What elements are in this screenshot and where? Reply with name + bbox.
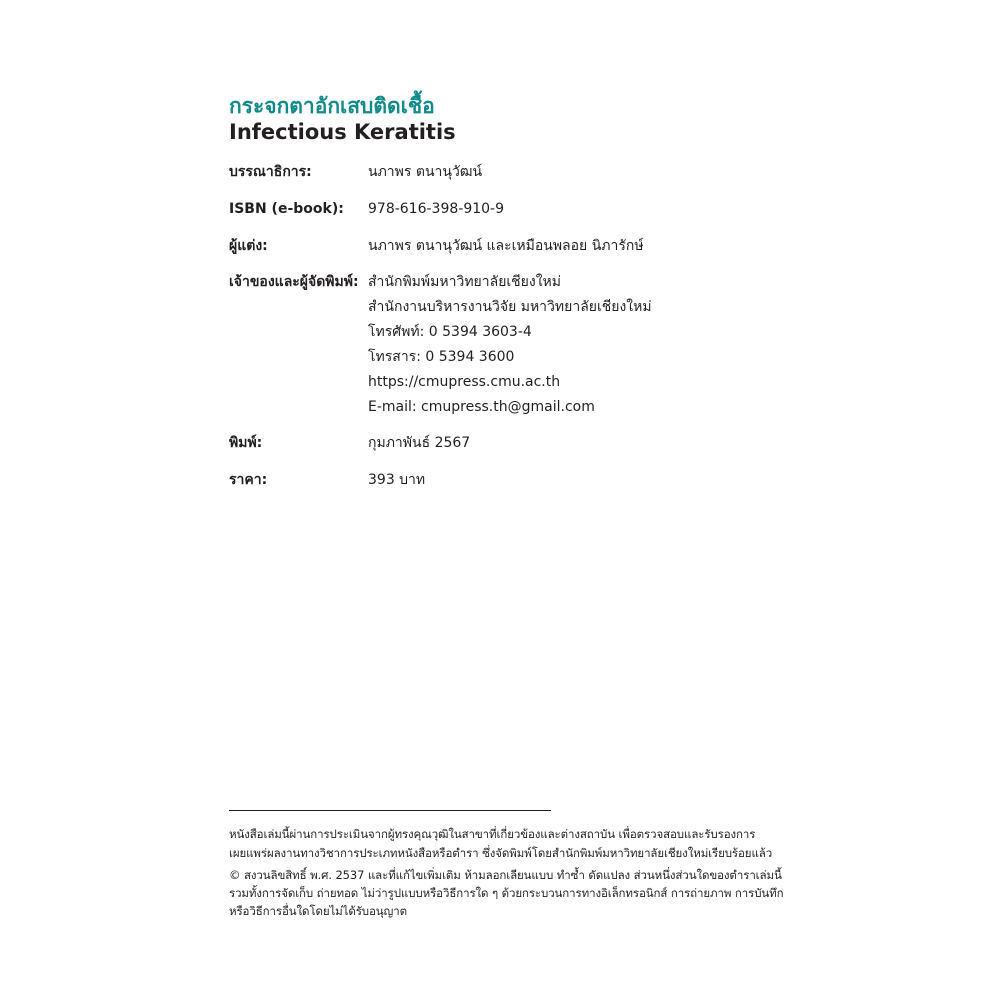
footnote-line: © สงวนลิขสิทธิ์ พ.ศ. 2537 และที่แก้ไขเพิ่มเติม ห้ามลอกเลียนแบบ ทำซ้ำ ดัดแปลง ส่วนหนึ่งส่วนใดของตำราเล่มนี้: [229, 868, 782, 882]
publisher-phone: โทรศัพท์: 0 5394 3603-4: [368, 324, 532, 340]
footnote-line: หนังสือเล่มนี้ผ่านการประเมินจากผู้ทรงคุณวุฒิในสาขาที่เกี่ยวข้องและต่างสถาบัน เพื่อตรวจสอบและรับรองการ: [229, 827, 756, 841]
printed-label: พิมพ์:: [229, 435, 263, 451]
isbn-value: 978-616-398-910-9: [368, 201, 505, 217]
publisher-office: สำนักงานบริหารงานวิจัย มหาวิทยาลัยเชียงใหม่: [368, 299, 652, 315]
editor-label: บรรณาธิการ:: [229, 164, 312, 180]
book-title-english: Infectious Keratitis: [229, 120, 456, 144]
footnote-line: เผยแพร่ผลงานทางวิชาการประเภทหนังสือหรือตำรา ซึ่งจัดพิมพ์โดยสำนักพิมพ์มหาวิทยาลัยเชียงใหม่เรียบร้อยแล้ว: [229, 846, 773, 860]
price-label: ราคา:: [229, 472, 268, 488]
price-value: 393 บาท: [368, 472, 426, 488]
isbn-label: ISBN (e-book):: [229, 201, 344, 217]
publisher-fax: โทรสาร: 0 5394 3600: [368, 349, 515, 365]
footnote-line: รวมทั้งการจัดเก็บ ถ่ายทอด ไม่ว่ารูปแบบหรือวิธีการใด ๆ ด้วยกระบวนการทางอิเล็กทรอนิกส์ การถ่ายภาพ การบันทึก: [229, 886, 784, 900]
authors-label: ผู้แต่ง:: [229, 238, 268, 254]
footnote-divider: [229, 810, 551, 811]
printed-value: กุมภาพันธ์ 2567: [368, 435, 471, 451]
publisher-email: E-mail: cmupress.th@gmail.com: [368, 399, 595, 415]
footnote-line: หรือวิธีการอื่นใดโดยไม่ได้รับอนุญาต: [229, 904, 407, 918]
publisher-website: https://cmupress.cmu.ac.th: [368, 374, 561, 390]
editor-value: นภาพร ตนานุวัฒน์: [368, 164, 483, 180]
authors-value: นภาพร ตนานุวัฒน์ และเหมือนพลอย นิภารักษ์: [368, 238, 644, 254]
book-title-thai: กระจกตาอักเสบติดเชื้อ: [229, 94, 435, 118]
publisher-name: สำนักพิมพ์มหาวิทยาลัยเชียงใหม่: [368, 274, 562, 290]
publisher-label: เจ้าของและผู้จัดพิมพ์:: [229, 274, 359, 290]
